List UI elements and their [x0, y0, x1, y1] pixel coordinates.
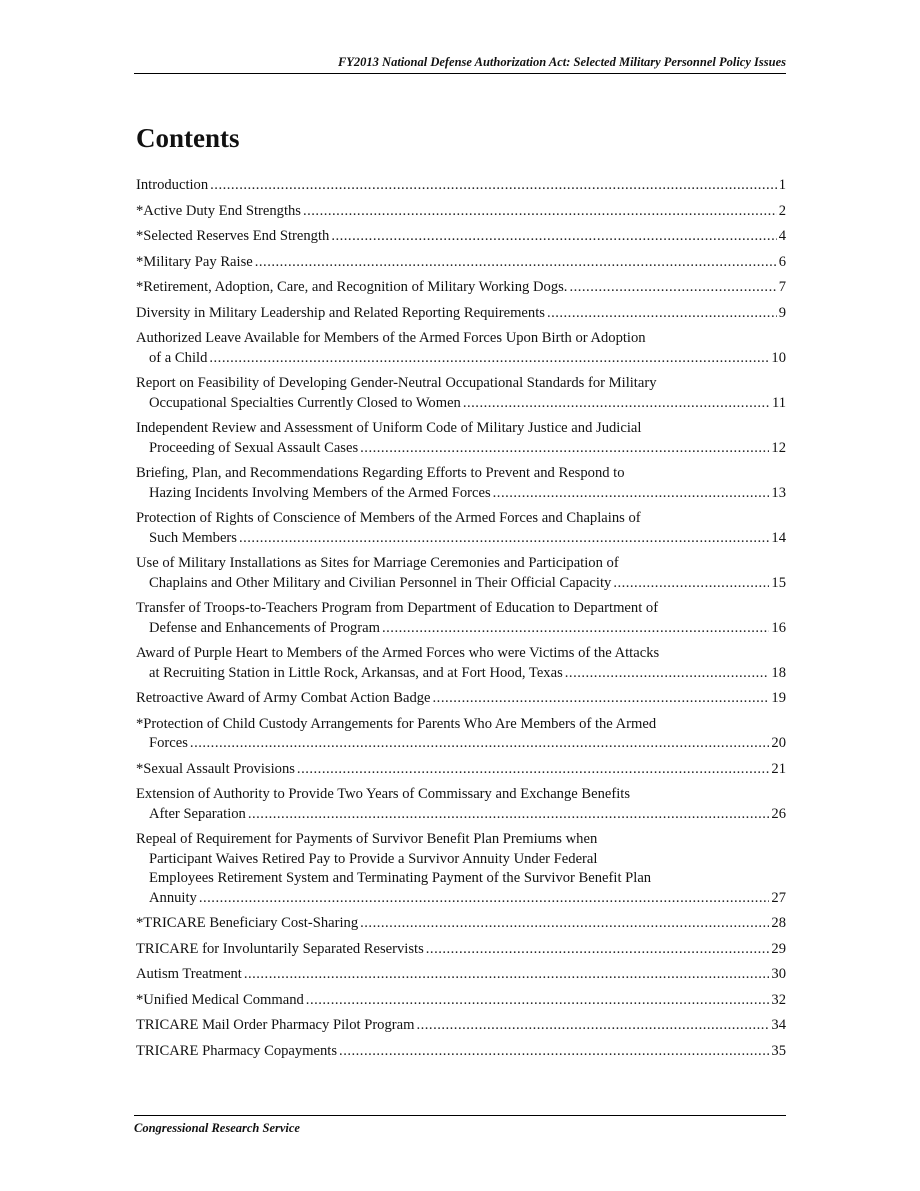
toc-entry-title: TRICARE for Involuntarily Separated Reservists	[136, 940, 424, 957]
toc-entry-title: Defense and Enhancements of Program	[149, 619, 380, 636]
toc-entry-title: Autism Treatment	[136, 966, 242, 982]
toc-leader-dots	[433, 689, 770, 709]
toc-entry-title: Authorized Leave Available for Members of the Armed Forces Upon Birth or Adoption	[136, 330, 646, 346]
toc-entry-title: Such Members	[149, 529, 237, 546]
toc-leader-dots	[493, 484, 770, 504]
toc-page-number: 13	[771, 484, 786, 501]
toc-entry[interactable]	[136, 715, 786, 754]
toc-leader-dots	[244, 965, 770, 985]
toc-leader-dots	[547, 304, 777, 324]
toc-entry[interactable]	[136, 304, 786, 324]
toc-entry-title: Diversity in Military Leadership and Related Reporting Requirements	[136, 304, 545, 321]
toc-page-number: 14	[771, 529, 786, 546]
toc-entry-title: TRICARE Mail Order Pharmacy Pilot Program	[136, 1017, 415, 1033]
toc-leader-dots	[255, 253, 777, 273]
toc-entry-title: Annuity	[149, 889, 197, 906]
toc-entry-title: Proceeding of Sexual Assault Cases	[149, 439, 359, 456]
toc-entry-title: Hazing Incidents Involving Members of the Armed Forces	[149, 484, 491, 501]
toc-entry[interactable]	[136, 689, 786, 709]
toc-entry[interactable]	[136, 278, 786, 298]
toc-leader-dots	[416, 1016, 769, 1036]
toc-entry[interactable]	[136, 464, 786, 503]
toc-entry-title: Introduction	[136, 177, 209, 193]
toc-entry-title: Occupational Specialties Currently Closed to Women	[149, 394, 461, 411]
toc-leader-dots	[190, 734, 769, 754]
toc-entry-title: Participant Waives Retired Pay to Provide a Survivor Annuity Under Federal	[149, 850, 598, 867]
toc-entry-title: Protection of Rights of Conscience of Members of the Armed Forces and Chaplains of	[136, 510, 641, 526]
toc-page-number: 11	[771, 394, 786, 411]
toc-entry[interactable]	[136, 419, 786, 458]
toc-page-number: 18	[771, 664, 786, 681]
toc-entry-title: *Military Pay Raise	[136, 253, 253, 270]
toc-page-number: 21	[771, 760, 786, 777]
toc-entry-title: Briefing, Plan, and Recommendations Regarding Efforts to Prevent and Respond to	[136, 465, 625, 481]
running-footer: Congressional Research Service	[134, 1115, 786, 1136]
toc-page-number: 35	[771, 1042, 786, 1059]
toc-page-number: 19	[771, 690, 786, 706]
toc-entry-title: at Recruiting Station in Little Rock, Arkansas, and at Fort Hood, Texas	[149, 664, 563, 681]
toc-leader-dots	[426, 940, 770, 960]
toc-page-number: 29	[771, 940, 786, 957]
toc-page-number: 32	[771, 991, 786, 1008]
toc-page-number: 10	[771, 349, 786, 366]
toc-entry[interactable]	[136, 1042, 786, 1062]
toc-page-number: 12	[771, 439, 786, 456]
toc-leader-dots	[331, 227, 776, 247]
toc-leader-dots	[303, 202, 777, 222]
toc-leader-dots	[613, 574, 769, 594]
table-of-contents	[136, 176, 786, 1067]
toc-entry[interactable]	[136, 509, 786, 548]
toc-entry[interactable]	[136, 785, 786, 824]
toc-leader-dots	[382, 619, 769, 639]
toc-leader-dots	[463, 394, 770, 414]
toc-entry[interactable]	[136, 329, 786, 368]
toc-page-number: 16	[771, 619, 786, 636]
toc-entry-title: Retroactive Award of Army Combat Action Badge	[136, 690, 431, 706]
toc-leader-dots	[210, 176, 777, 196]
toc-page-number: 2	[778, 202, 786, 219]
toc-entry[interactable]	[136, 253, 786, 273]
toc-entry-title: Repeal of Requirement for Payments of Survivor Benefit Plan Premiums when	[136, 831, 598, 847]
toc-entry-title: *TRICARE Beneficiary Cost-Sharing	[136, 915, 359, 931]
toc-page-number: 27	[771, 889, 786, 906]
toc-page-number: 20	[771, 735, 786, 751]
toc-entry-title: Chaplains and Other Military and Civilian Personnel in Their Official Capacity	[149, 574, 612, 591]
toc-page-number: 28	[771, 915, 786, 931]
toc-entry[interactable]	[136, 940, 786, 960]
running-header: FY2013 National Defense Authorization Act: Selected Military Personnel Policy Issues	[134, 55, 786, 74]
toc-leader-dots	[565, 664, 770, 684]
toc-leader-dots	[209, 349, 769, 369]
toc-page-number: 1	[778, 177, 786, 193]
toc-entry[interactable]	[136, 644, 786, 683]
toc-page-number: 9	[778, 304, 786, 321]
toc-leader-dots	[360, 914, 769, 934]
toc-entry-title: Extension of Authority to Provide Two Years of Commissary and Exchange Benefits	[136, 786, 631, 802]
toc-leader-dots	[248, 805, 770, 825]
toc-entry[interactable]	[136, 1016, 786, 1036]
toc-entry[interactable]	[136, 965, 786, 985]
toc-entry[interactable]	[136, 176, 786, 196]
toc-leader-dots	[239, 529, 769, 549]
toc-entry[interactable]	[136, 760, 786, 780]
toc-entry-title: After Separation	[149, 805, 246, 822]
toc-page-number: 4	[778, 228, 786, 244]
toc-entry-title: TRICARE Pharmacy Copayments	[136, 1042, 338, 1059]
toc-entry[interactable]	[136, 991, 786, 1011]
toc-entry-title: Report on Feasibility of Developing Gender-Neutral Occupational Standards for Military	[136, 375, 657, 391]
toc-leader-dots	[306, 991, 770, 1011]
toc-entry-title: of a Child	[149, 349, 208, 366]
toc-page-number: 26	[771, 805, 786, 822]
toc-entry[interactable]	[136, 830, 786, 908]
toc-page-number: 34	[771, 1017, 786, 1033]
toc-leader-dots	[339, 1042, 769, 1062]
toc-entry-title: *Unified Medical Command	[136, 991, 304, 1008]
toc-entry-title: Transfer of Troops-to-Teachers Program from Department of Education to Department of	[136, 600, 659, 616]
toc-entry-title: Independent Review and Assessment of Uniform Code of Military Justice and Judicial	[136, 420, 642, 436]
toc-entry-title: *Sexual Assault Provisions	[136, 760, 295, 777]
toc-entry-title: Employees Retirement System and Terminating Payment of the Survivor Benefit Plan	[149, 870, 652, 886]
toc-page-number: 7	[778, 279, 786, 295]
toc-entry-title: Use of Military Installations as Sites for Marriage Ceremonies and Participation of	[136, 555, 619, 571]
toc-entry-title: *Active Duty End Strengths	[136, 202, 301, 219]
toc-entry-title: Forces	[149, 735, 188, 751]
toc-entry[interactable]	[136, 202, 786, 222]
toc-entry[interactable]	[136, 599, 786, 638]
toc-entry[interactable]	[136, 554, 786, 593]
toc-entry-title: *Retirement, Adoption, Care, and Recognition of Military Working Dogs.	[136, 279, 568, 295]
toc-entry-title: Award of Purple Heart to Members of the Armed Forces who were Victims of the Attacks	[136, 645, 660, 661]
toc-leader-dots	[360, 439, 769, 459]
toc-entry[interactable]	[136, 374, 786, 413]
toc-page-number: 15	[771, 574, 786, 591]
toc-leader-dots	[199, 889, 770, 909]
toc-leader-dots	[297, 760, 769, 780]
toc-entry-title: *Selected Reserves End Strength	[136, 228, 330, 244]
toc-entry-title: *Protection of Child Custody Arrangements for Parents Who Are Members of the Armed	[136, 715, 657, 732]
page-title: Contents	[136, 123, 240, 153]
toc-page-number: 6	[778, 253, 786, 270]
toc-leader-dots	[569, 278, 776, 298]
toc-page-number: 30	[771, 966, 786, 982]
toc-entry[interactable]	[136, 914, 786, 934]
toc-entry[interactable]	[136, 227, 786, 247]
